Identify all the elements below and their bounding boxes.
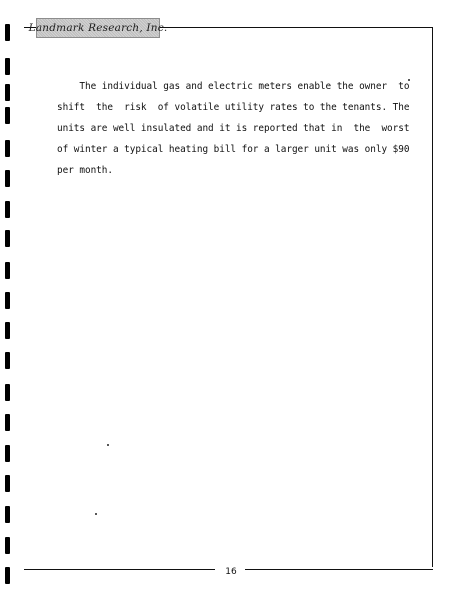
footer-rule-left — [24, 569, 215, 570]
punch-mark — [5, 414, 10, 431]
punch-mark — [5, 352, 10, 369]
punch-mark — [5, 506, 10, 523]
scan-speck — [408, 79, 410, 81]
punch-mark — [5, 140, 10, 157]
scan-speck — [95, 513, 97, 515]
body-line: per month. — [57, 165, 113, 176]
body-line: of winter a typical heating bill for a larger unit was only $90 — [57, 144, 410, 155]
punch-mark — [5, 445, 10, 462]
punch-mark — [5, 230, 10, 247]
punch-mark — [5, 201, 10, 218]
punch-mark — [5, 475, 10, 492]
body-line: shift the risk of volatile utility rates to the tenants. The — [57, 102, 410, 113]
punch-mark — [5, 24, 10, 41]
punch-mark — [5, 84, 10, 101]
punch-mark — [5, 384, 10, 401]
scan-speck — [107, 444, 109, 446]
punch-mark — [5, 262, 10, 279]
punch-mark — [5, 107, 10, 124]
binding-punch-marks — [0, 0, 14, 599]
punch-mark — [5, 58, 10, 75]
punch-mark — [5, 567, 10, 584]
company-header-badge — [28, 18, 168, 38]
company-name: Landmark Research, Inc. — [28, 22, 168, 34]
body-paragraph — [57, 76, 410, 181]
body-line: The individual gas and electric meters enable the owner to — [57, 81, 410, 92]
punch-mark — [5, 537, 10, 554]
punch-mark — [5, 292, 10, 309]
page-number: 16 — [225, 567, 237, 577]
body-line: units are well insulated and it is reported that in the worst — [57, 123, 410, 134]
punch-mark — [5, 170, 10, 187]
footer-rule-right — [245, 569, 433, 570]
punch-mark — [5, 322, 10, 339]
